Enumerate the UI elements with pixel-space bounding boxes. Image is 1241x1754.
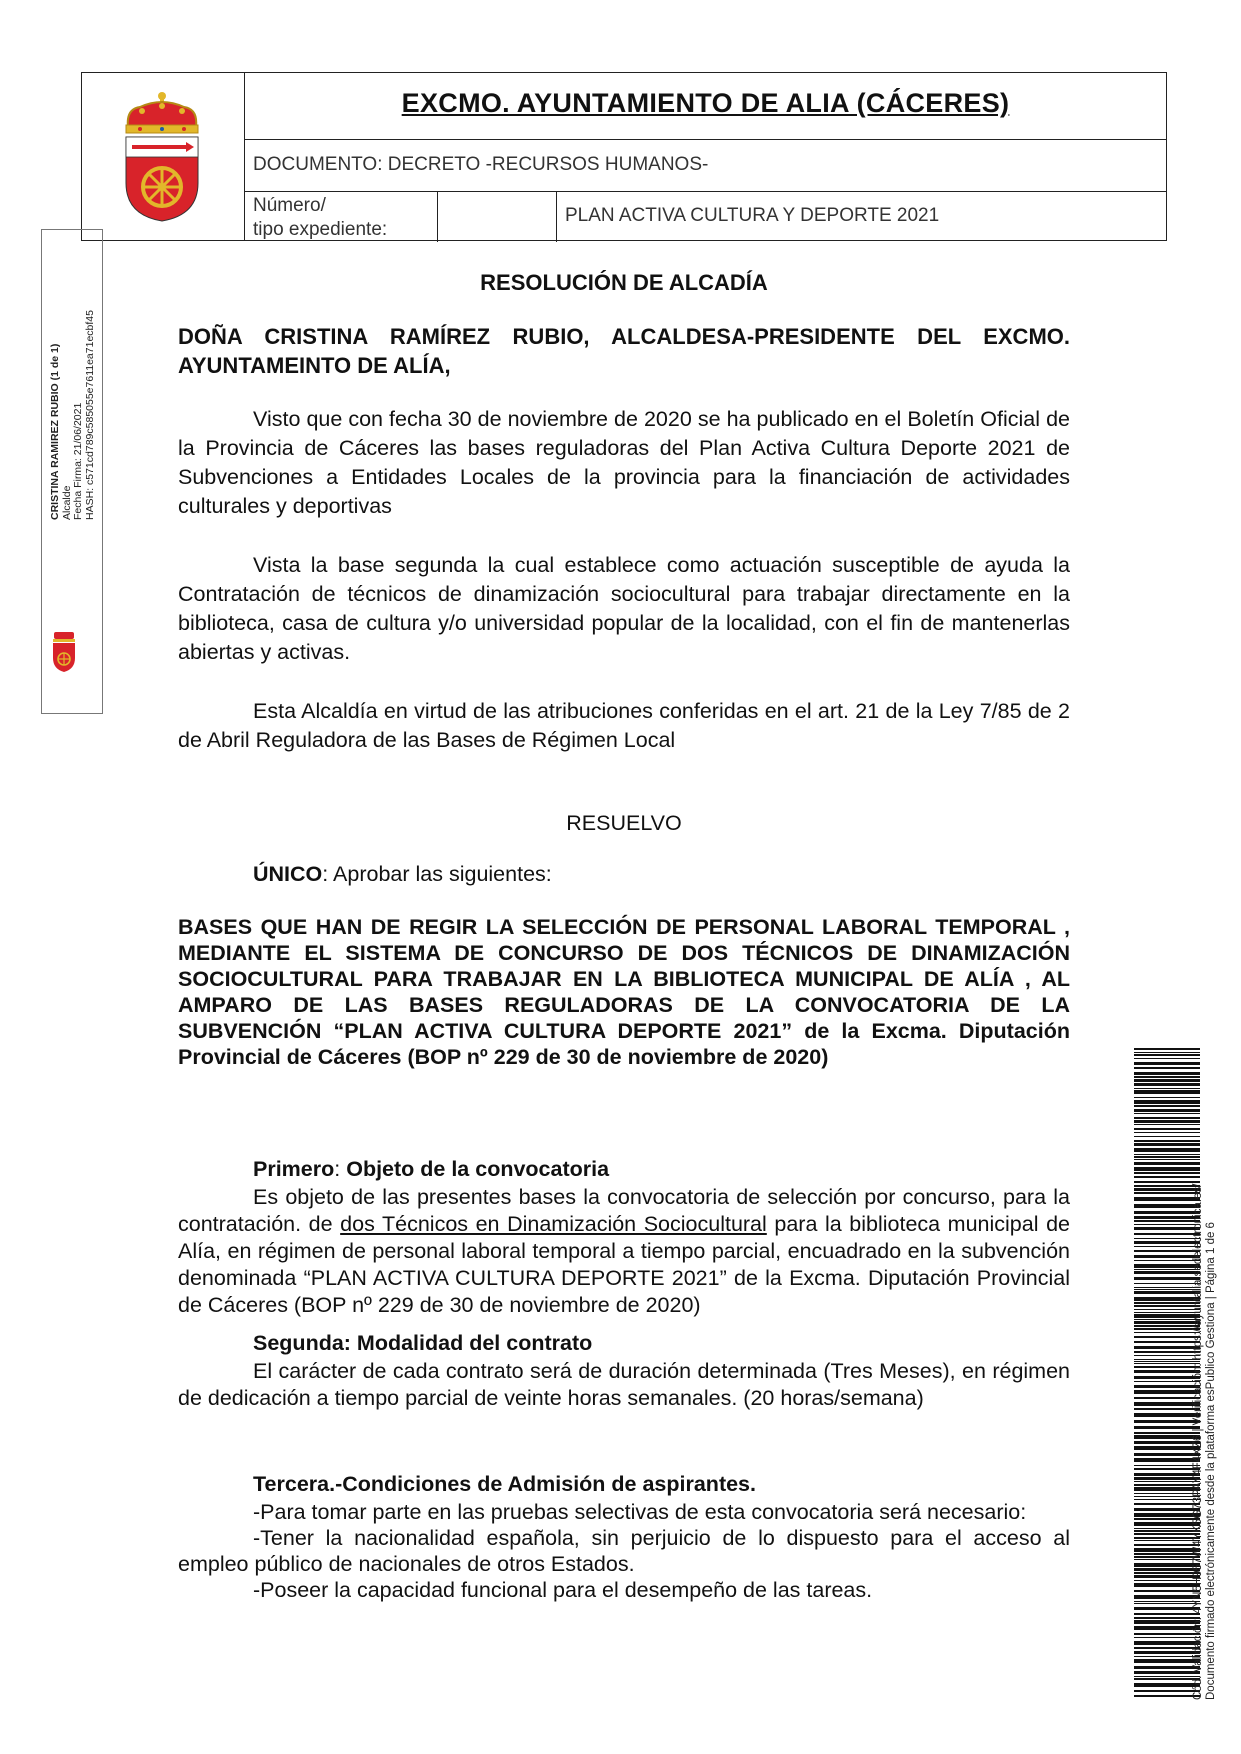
- number-label: [253, 194, 387, 242]
- tercera-line-3: -Poseer la capacidad funcional para el desempeño de las tareas.: [253, 1578, 873, 1602]
- unico-label: ÚNICO: [253, 862, 323, 886]
- resuelvo-heading: RESUELVO: [566, 811, 682, 835]
- signature-panel: [41, 229, 103, 714]
- number-label-line-2: tipo expediente:: [253, 219, 388, 240]
- tercera-line-1: -Para tomar parte en las pruebas selectivas de esta convocatoria será necesario:: [253, 1500, 1027, 1524]
- header-doc-row: [245, 140, 1166, 192]
- number-label-line-1: Número/: [253, 195, 326, 216]
- header-number-row: [245, 192, 1166, 242]
- primero-text-b: para la biblioteca municipal de Alía, en régimen de personal laboral temporal a tiempo parcial, encuadrado en la subvención denominada “PLAN ACTIVA CULTURA DEPORTE 2021” de la Excma. Diputación Provincial de Cáceres (BOP nº 229 de 30 de noviembre de 2020): [178, 1212, 1070, 1317]
- primero-label: Primero: [253, 1157, 335, 1181]
- page-title: EXCMO. AYUNTAMIENTO DE ALIA (CÁCERES): [401, 88, 1010, 118]
- plan-name: PLAN ACTIVA CULTURA Y DEPORTE 2021: [565, 205, 940, 226]
- signature-date: Fecha Firma: 21/06/2021: [72, 402, 84, 520]
- paragraph-2: Vista la base segunda la cual establece como actuación susceptible de ayuda la Contratación de técnicos de dinamización sociocultural para trabajar directamente en la biblioteca, casa de cultura y/o universidad popular de la localidad, con el fin de mantenerlas abiertas y activas.: [178, 553, 1070, 664]
- bases-title: BASES QUE HAN DE REGIR LA SELECCIÓN DE PERSONAL LABORAL TEMPORAL , MEDIANTE EL SISTEMA DE CONCURSO DE DOS TÉCNICOS DE DINAMIZACIÓN SOCIOCULTURAL PARA TRABAJAR EN LA BIBLIOTECA MUNICIPAL DE ALÍA , AL AMPARO DE LAS BASES REGULADORAS DE LA CONVOCATORIA DE LA SUBVENCIÓN “PLAN ACTIVA CULTURA DEPORTE 2021” de la Excma. Diputación Provincial de Cáceres (BOP nº 229 de 30 de noviembre de 2020): [178, 915, 1070, 1069]
- tercera-line-2: -Tener la nacionalidad española, sin perjuicio de lo dispuesto para el acceso al empleo público de nacionales de otros Estados.: [178, 1526, 1070, 1576]
- resolution-title: RESOLUCIÓN DE ALCADÍA: [480, 270, 768, 295]
- crest-cell: [82, 73, 245, 240]
- primero-text-underlined: dos Técnicos en Dinamización Sociocultural: [340, 1212, 767, 1236]
- unico-line: [178, 860, 1070, 889]
- segunda-body: El carácter de cada contrato será de duración determinada (Tres Meses), en régimen de dedicación a tiempo parcial de veinte horas semanales. (20 horas/semana): [178, 1359, 1070, 1410]
- signer-name: CRISTINA RAMIREZ RUBIO (1 de 1): [49, 343, 61, 520]
- validation-line-1: Cód. Validación: 4YN5H957W4YK5G73PAY4F4XZ6 | Verificación: https://ayuntalia.sedelectronica.es/: [1192, 1183, 1204, 1700]
- primero-title: Objeto de la convocatoria: [346, 1157, 610, 1181]
- validation-text: [1192, 1120, 1228, 1700]
- document-type: DOCUMENTO: DECRETO -RECURSOS HUMANOS-: [253, 154, 709, 175]
- signature-text: [50, 238, 94, 520]
- section-primero: [178, 1155, 1070, 1319]
- intro-paragraph: DOÑA CRISTINA RAMÍREZ RUBIO, ALCALDESA-PRESIDENTE DEL EXCMO. AYUNTAMEINTO DE ALÍA,: [178, 324, 1070, 378]
- small-crest-icon: [51, 632, 77, 672]
- header-title-row: [245, 73, 1166, 140]
- signer-role: Alcalde: [60, 485, 73, 520]
- primero-text-a: Es objeto de las presentes bases la convocatoria de selección por concurso, para la contratación. de: [178, 1185, 1070, 1236]
- tercera-heading: Tercera.-Condiciones de Admisión de aspirantes.: [253, 1472, 756, 1496]
- segunda-heading: Segunda: Modalidad del contrato: [253, 1331, 593, 1355]
- section-segunda: [178, 1329, 1070, 1412]
- document-header: [81, 72, 1167, 241]
- plan-cell: [557, 192, 1166, 242]
- barcode-icon: [1134, 1048, 1200, 1702]
- coat-of-arms-icon: [120, 87, 204, 223]
- primero-body: [178, 1184, 1070, 1319]
- section-tercera: [178, 1470, 1070, 1603]
- validation-line-2: Documento firmado electrónicamente desde la plataforma esPublico Gestiona | Página 1 de 6: [1205, 1222, 1217, 1700]
- paragraph-1: Visto que con fecha 30 de noviembre de 2020 se ha publicado en el Boletín Oficial de la Provincia de Cáceres las bases reguladoras del Plan Activa Cultura Deporte 2021 de Subvenciones a Entidades Locales de la provincia para la financiación de actividades culturales y deportivas: [178, 407, 1070, 518]
- number-label-cell: [245, 192, 438, 242]
- paragraph-3: Esta Alcaldía en virtud de las atribuciones conferidas en el art. 21 de la Ley 7/85 de 2 de Abril Reguladora de las Bases de Régimen Local: [178, 699, 1070, 752]
- number-value-cell: [438, 192, 557, 242]
- signature-hash: HASH: c571cd789c585055e7611ea71ecbf45: [83, 310, 96, 520]
- primero-heading: Primero: Objeto de la convocatoria: [253, 1157, 610, 1181]
- unico-text: : Aprobar las siguientes:: [322, 862, 552, 886]
